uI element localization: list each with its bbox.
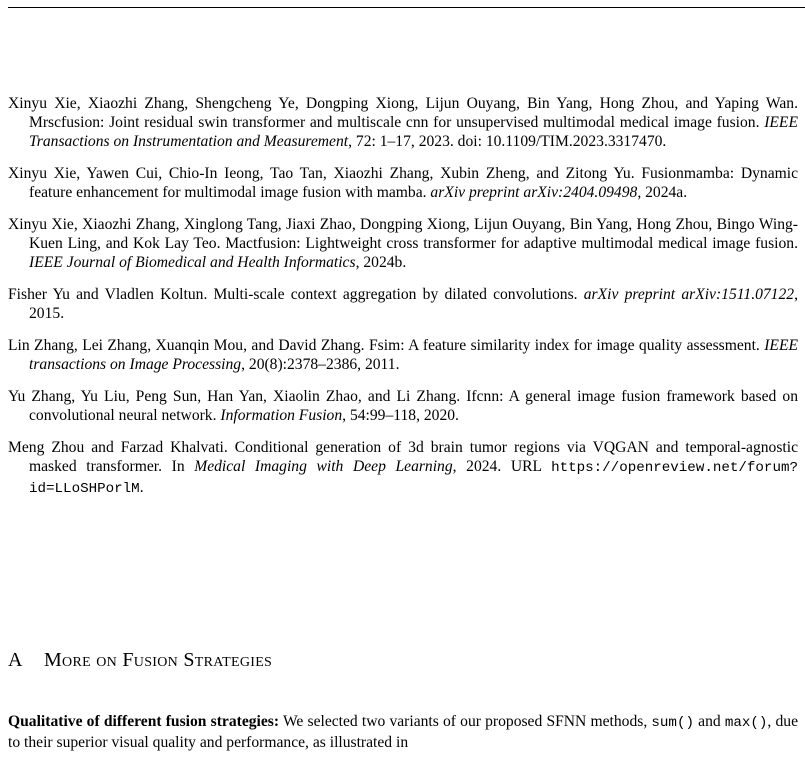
ref-title: Conditional generation of 3d brain tumor regions via VQGAN and temporal-agnostic masked transformer. In (29, 439, 798, 475)
ref-authors: Xinyu Xie, Yawen Cui, Chio-In Ieong, Tao Tan, Xiaozhi Zhang, Xubin Zheng, and Zitong Yu. (8, 165, 635, 182)
paragraph-lead: Qualitative of different fusion strategies: (8, 713, 280, 730)
reference-entry (8, 164, 798, 202)
paragraph-text: We selected two variants of our proposed SFNN methods, (279, 713, 652, 730)
ref-venue: IEEE Journal of Biomedical and Health Informatics (29, 254, 356, 271)
ref-title: Multi-scale context aggregation by dilated convolutions. (207, 286, 584, 303)
reference-entry (8, 438, 798, 499)
ref-end: . (139, 479, 144, 496)
ref-tail: , 2024b. (355, 254, 407, 271)
top-rule (8, 7, 805, 8)
ref-tail: , 2024. URL (452, 458, 552, 475)
section-heading (8, 649, 272, 672)
ref-title: Ifcnn: A general image fusion framework based on convolutional neural network. (29, 388, 798, 424)
ref-authors: Xinyu Xie, Xiaozhi Zhang, Xinglong Tang, Jiaxi Zhao, Dongping Xiong, Lijun Ouyang, Bin Yang, Hong Zhou, Bingo Wing-Kuen Ling, and Kok Lay Teo. (8, 216, 798, 252)
ref-venue: IEEE Transactions on Instrumentation and Measurement (29, 114, 798, 150)
references-list (8, 94, 798, 512)
body-paragraph (8, 712, 798, 752)
ref-venue: arXiv preprint arXiv:2404.09498 (430, 184, 638, 201)
ref-authors: Fisher Yu and Vladlen Koltun. (8, 286, 208, 303)
ref-venue: arXiv preprint arXiv:1511.07122 (583, 286, 795, 303)
ref-venue: Medical Imaging with Deep Learning (194, 458, 453, 475)
section-letter: A (8, 649, 23, 671)
reference-entry (8, 94, 798, 151)
ref-venue: Information Fusion (220, 407, 343, 424)
reference-entry (8, 387, 798, 425)
ref-tail: , 72: 1–17, 2023. doi: 10.1109/TIM.2023.3317470. (348, 133, 667, 150)
ref-authors: Meng Zhou and Farzad Khalvati. (8, 439, 228, 456)
ref-title: Fsim: A feature similarity index for image quality assessment. (364, 337, 765, 354)
reference-entry (8, 336, 798, 374)
code-max: max() (724, 715, 768, 731)
ref-authors: Yu Zhang, Yu Liu, Peng Sun, Han Yan, Xiaolin Zhao, and Li Zhang. (8, 388, 461, 405)
ref-tail: , 20(8):2378–2386, 2011. (241, 356, 400, 373)
ref-tail: , 2015. (29, 286, 798, 322)
paragraph-text: and (693, 713, 725, 730)
reference-entry (8, 215, 798, 272)
ref-title: Mrscfusion: Joint residual swin transformer and multiscale cnn for unsupervised multimodal medical image fusion. (29, 114, 765, 131)
ref-title: Fusionmamba: Dynamic feature enhancement for multimodal image fusion with mamba. (29, 165, 799, 201)
ref-authors: Xinyu Xie, Xiaozhi Zhang, Shengcheng Ye, Dongping Xiong, Lijun Ouyang, Bin Yang, Hong Zhou, and Yaping Wan. (8, 95, 798, 112)
reference-entry (8, 285, 798, 323)
ref-venue: IEEE transactions on Image Processing (29, 337, 799, 373)
code-sum: sum() (651, 715, 694, 731)
ref-tail: , 2024a. (637, 184, 688, 201)
ref-url-link[interactable]: https://openreview.net/forum?id=LLoSHPorlM (29, 460, 798, 497)
ref-title: Mactfusion: Lightweight cross transformer for adaptive multimodal medical image fusion. (220, 235, 798, 252)
ref-tail: , 54:99–118, 2020. (342, 407, 459, 424)
ref-authors: Lin Zhang, Lei Zhang, Xuanqin Mou, and David Zhang. (8, 337, 365, 354)
section-title: More on Fusion Strategies (43, 649, 273, 671)
paragraph-text: , due to their superior visual quality and performance, as illustrated in (8, 713, 799, 751)
